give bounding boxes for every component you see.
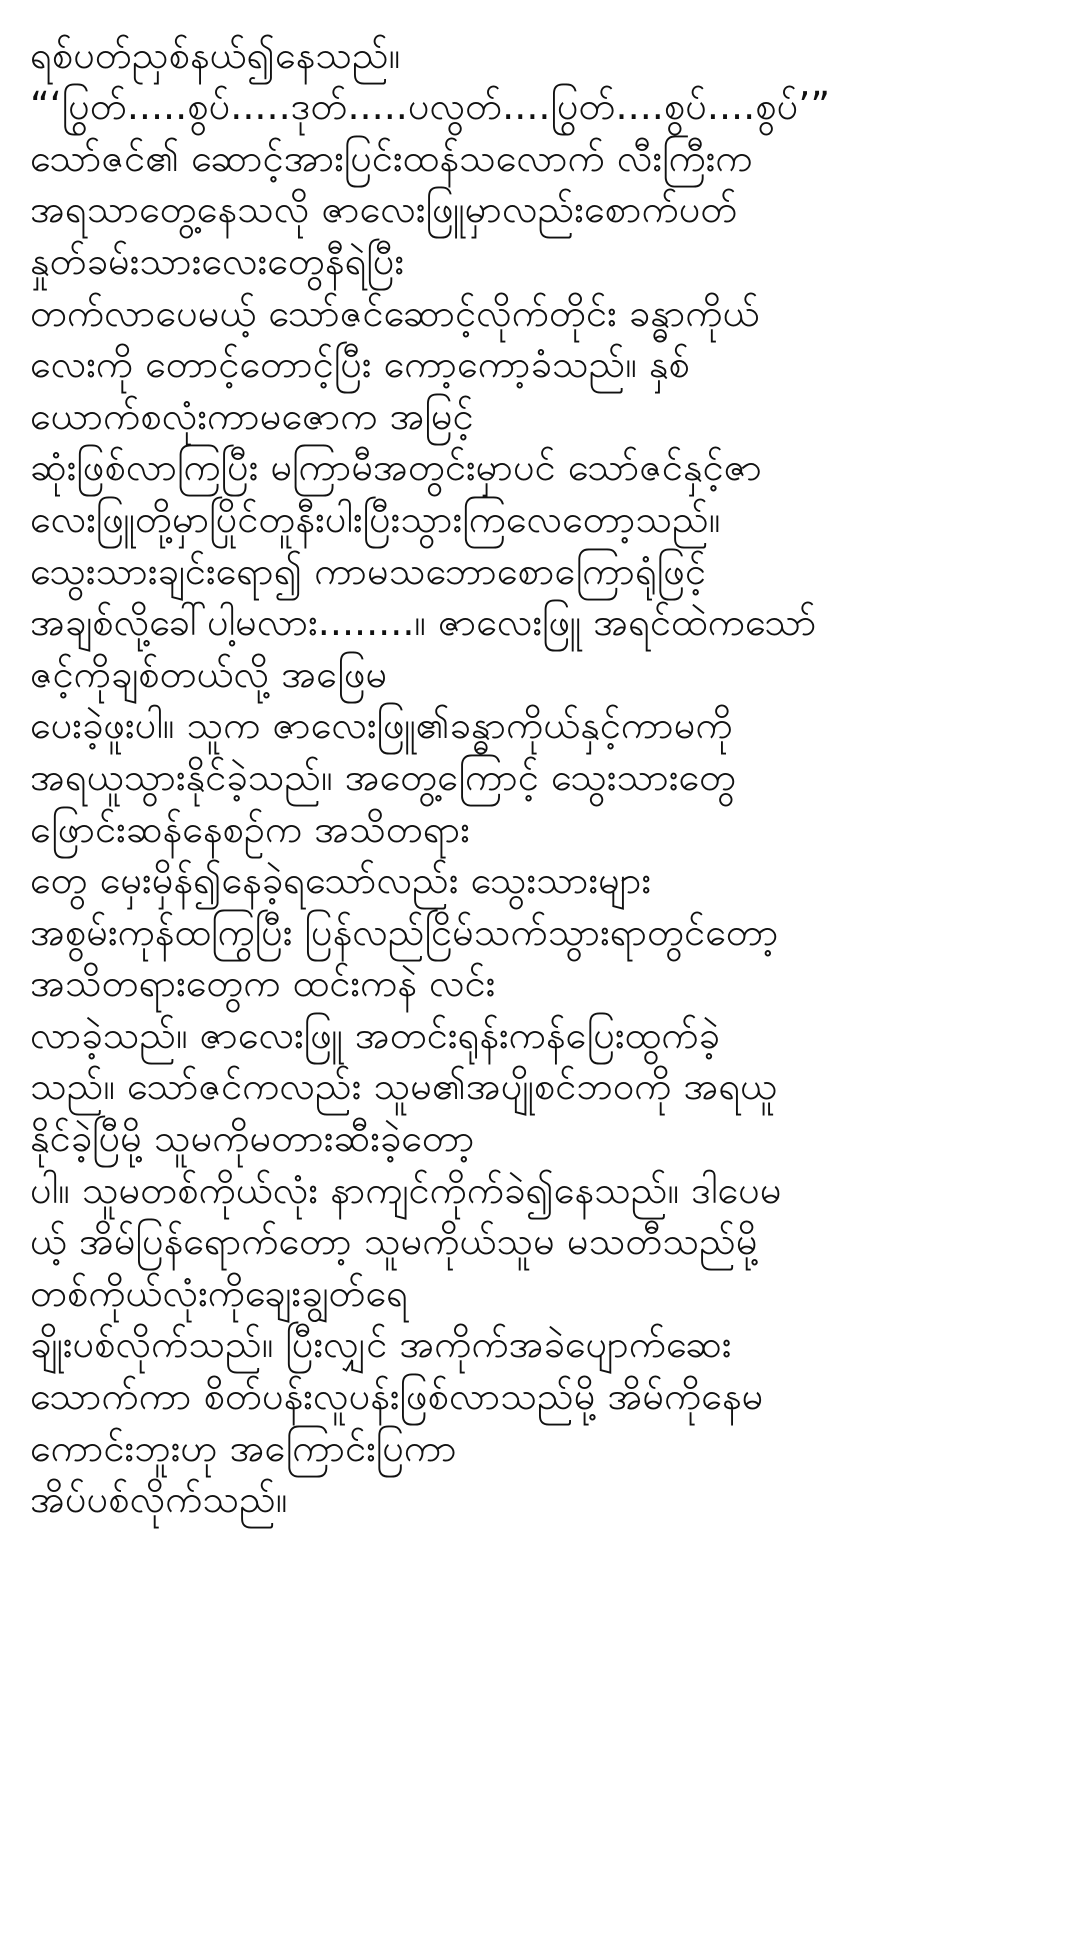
text-line: ဇင့်ကိုချစ်တယ်လို့ အဖြေမ xyxy=(30,651,388,696)
text-line: အစွမ်းကုန်ထကြွပြီး ပြန်လည်ငြိမ်သက်သွားရာတွင်တော့ xyxy=(30,909,779,954)
text-line: အချစ်လို့ခေါ်ပါ့မလား........။ ဇာလေးဖြူ အရင်ထဲကသော် xyxy=(30,600,817,645)
text-line: အိပ်ပစ်လိုက်သည်။ xyxy=(30,1477,288,1522)
text-line: ဖြောင်းဆန်နေစဉ်က အသိတရား xyxy=(30,806,470,851)
text-line: “‘ပြွတ်.....စွပ်.....ဒုတ်.....ပလွတ်....ပြွတ်....စွပ်....စွပ်’” xyxy=(30,84,831,129)
text-line: အရယူသွားနိုင်ခဲ့သည်။ အတွေ့ကြောင့် သွေးသားတွေ xyxy=(30,754,737,799)
text-line xyxy=(30,1526,1060,1578)
text-line: လေးကို တောင့်တောင့်ပြီး ကော့ကော့ခံသည်။ နှစ် xyxy=(30,342,690,387)
text-line: သော်ဇင်၏ ဆောင့်အားပြင်းထန်သလောက် လီးကြီးက xyxy=(30,135,753,180)
text-line: လေးဖြူတို့မှာပြိုင်တူနီးပါးပြီးသွားကြလေတော့သည်။ xyxy=(30,496,721,541)
text-line: ယောက်စလုံးကာမဇောက အမြင့် xyxy=(30,393,474,438)
text-line: သွေးသားချင်းရော၍ ကာမသဘောစောကြောရုံဖြင့် xyxy=(30,548,707,593)
text-line: သည်။ သော်ဇင်ကလည်း သူမ၏အပျိုစင်ဘဝကို အရယူ xyxy=(30,1064,778,1109)
text-line: နိုင်ခဲ့ပြီမို့ သူမကိုမတားဆီးခဲ့တော့ xyxy=(30,1116,475,1161)
text-line: တွေ မှေးမှိန်၍နေခဲ့ရသော်လည်း သွေးသားများ xyxy=(30,858,652,903)
text-line: လာခဲ့သည်။ ဇာလေးဖြူ အတင်းရုန်းကန်ပြေးထွက်ခဲ့ xyxy=(30,1012,720,1057)
text-line: အရသာတွေ့နေသလို ဇာလေးဖြူမှာလည်းစောက်ပတ် xyxy=(30,187,738,232)
body-text xyxy=(30,0,1060,1577)
text-line: တစ်ကိုယ်လုံးကိုချေးချွတ်ရေ xyxy=(30,1270,408,1315)
text-line: ဆုံးဖြစ်လာကြပြီး မကြာမီအတွင်းမှာပင် သော်ဇင်နှင့်ဇာ xyxy=(30,445,762,490)
text-line: ပါ။ သူမတစ်ကိုယ်လုံး နာကျင်ကိုက်ခဲ၍နေသည်။ ဒါပေမ xyxy=(30,1167,782,1212)
text-line: အသိတရားတွေက ထင်းကနဲ လင်း xyxy=(30,961,496,1006)
text-line: ပေးခဲ့ဖူးပါ။ သူက ဇာလေးဖြူ၏ခန္ဓာကိုယ်နှင့်ကာမကို xyxy=(30,703,733,748)
text-line: ချိုးပစ်လိုက်သည်။ ပြီးလျှင် အကိုက်အခဲပျောက်ဆေး xyxy=(30,1322,732,1367)
text-line: နှုတ်ခမ်းသားလေးတွေနီရဲပြီး xyxy=(30,238,405,283)
text-line: တက်လာပေမယ့် သော်ဇင်ဆောင့်လိုက်တိုင်း ခန္ဓာကိုယ် xyxy=(30,290,760,335)
text-line: သောက်ကာ စိတ်ပန်းလူပန်းဖြစ်လာသည်မို့ အိမ်ကိုနေမ xyxy=(30,1374,764,1419)
text-line: ကောင်းဘူးဟု အကြောင်းပြကာ xyxy=(30,1425,457,1470)
text-line xyxy=(30,0,1060,30)
text-line: ယ့် အိမ်ပြန်ရောက်တော့ သူမကိုယ်သူမ မသတီသည်မို့ xyxy=(30,1219,758,1264)
text-line: ရစ်ပတ်ညှစ်နယ်၍နေသည်။ xyxy=(30,32,401,77)
